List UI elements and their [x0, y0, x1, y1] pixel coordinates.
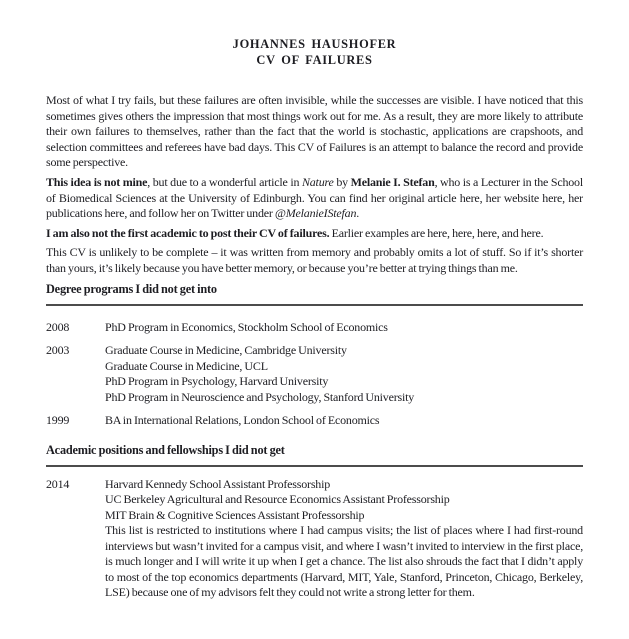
entry-line: Graduate Course in Medicine, UCL: [105, 358, 268, 373]
link-here[interactable]: here: [427, 225, 448, 240]
entry-line: UC Berkeley Agricultural and Resource Economics Assistant Professorship: [105, 492, 450, 507]
section-rule: [46, 465, 583, 467]
entry-description: [105, 413, 583, 429]
intro-paragraph-1: Most of what I try fails, but these failures are often invisible, while the successes are visible. I have noticed that this sometimes gives others the impression that most things work out for me. As a result, they are more likely to attribute their own failures to themselves, rather than the fact that the world is stochastic, applications are crapshoots, and selection committees and referees have bad days. This CV of Failures is an attempt to balance the record and provide some perspective.: [46, 93, 583, 170]
body-text: ,: [447, 225, 453, 240]
entry-year: 1999: [46, 413, 70, 428]
bold-text: This idea is not mine: [46, 174, 148, 189]
cv-entry: [46, 320, 583, 336]
body-text: Earlier examples are: [329, 225, 428, 240]
entry-description: [105, 320, 583, 336]
entry-year: 2014: [46, 476, 70, 491]
body-text: , and follow her on Twitter under: [124, 206, 275, 221]
body-text: .: [540, 225, 544, 240]
bold-text: I am also not the first academic to post their CV of failures.: [46, 225, 330, 240]
italic-text: Nature: [301, 174, 334, 189]
intro-paragraph-3: [46, 226, 583, 242]
section-rule: [46, 304, 583, 306]
link-here[interactable]: here: [459, 190, 480, 205]
cv-entry: [46, 413, 583, 429]
entry-note: This list is restricted to institutions where I had campus visits; the list of places where I had first-round interviews but wasn’t invited for a campus visit, and where I wasn’t invited to interview in the first place, is much longer and I will write it up when I get a chance. The list also shrouds the fact that I didn’t apply to most of the top economics departments (Harvard, MIT, Yale, Stanford, Princeton, Chicago, Berkeley, LSE) because one of my advisors felt they could not write a strong letter for them.: [105, 523, 583, 600]
entry-line: BA in International Relations, London School of Economics: [105, 413, 380, 428]
body-text: , and: [496, 225, 521, 240]
section-academic-positions: [46, 443, 583, 601]
cv-entry: [46, 343, 583, 405]
section-entries: [46, 320, 583, 429]
title-block: [46, 36, 583, 68]
link-here[interactable]: here: [520, 225, 541, 240]
intro-paragraph-2: [46, 175, 583, 222]
body-text: , who is a Lecturer in the School of Biomedical Sciences at the University of Edinburgh. You can find her original article: [46, 174, 583, 205]
link-here[interactable]: here: [104, 206, 125, 221]
document-subtitle: CV OF FAILURES: [256, 53, 373, 67]
entry-description: [105, 477, 583, 601]
intro-paragraph-4: This CV is unlikely to be complete – it was written from memory and probably omits a lot of stuff. So if it’s shorter than yours, it’s likely because you have better memory, or because you’re better at trying things than me.: [46, 245, 583, 275]
entry-line: MIT Brain & Cognitive Sciences Assistant Professorship: [105, 507, 365, 522]
document-title: JOHANNES HAUSHOFER: [232, 37, 397, 51]
body-text: by: [333, 174, 351, 189]
cv-entry: [46, 477, 583, 601]
link-here[interactable]: here: [542, 190, 563, 205]
section-entries: [46, 477, 583, 601]
entry-line: Harvard Kennedy School Assistant Professorship: [105, 476, 331, 491]
entry-description: [105, 343, 583, 405]
link-here[interactable]: here: [476, 225, 497, 240]
link-twitter-handle[interactable]: @MelanieIStefan: [274, 206, 357, 221]
body-text: , her publications: [46, 190, 583, 221]
body-text: ,: [471, 225, 477, 240]
entry-line: PhD Program in Psychology, Harvard University: [105, 374, 329, 389]
section-degree-programs: [46, 282, 583, 429]
entry-line: PhD Program in Neuroscience and Psychology, Stanford University: [105, 389, 415, 404]
body-text: .: [356, 206, 360, 221]
section-heading: Academic positions and fellowships I did not get: [46, 442, 285, 457]
body-text: , her website: [479, 190, 543, 205]
link-here[interactable]: here: [452, 225, 472, 240]
body-text: , but due to a wonderful article in: [147, 174, 302, 189]
bold-text: Melanie I. Stefan: [350, 174, 435, 189]
entry-line: PhD Program in Economics, Stockholm School of Economics: [105, 319, 388, 334]
entry-year: 2003: [46, 343, 70, 358]
section-heading: Degree programs I did not get into: [46, 281, 217, 296]
entry-year: 2008: [46, 319, 70, 334]
entry-line: Graduate Course in Medicine, Cambridge University: [105, 343, 347, 358]
